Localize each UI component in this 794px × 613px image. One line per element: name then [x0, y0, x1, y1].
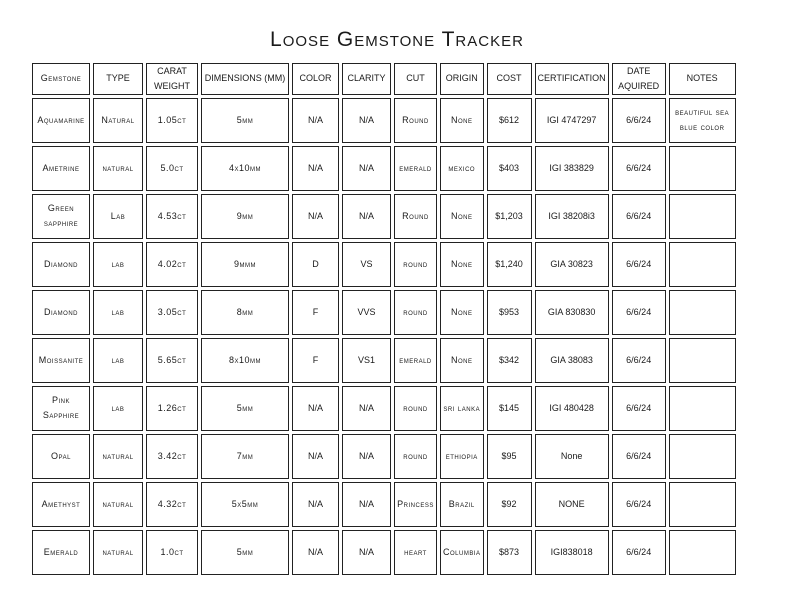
cell-clarity: N/A: [342, 434, 391, 479]
cell-dimensions: 5mm: [201, 98, 289, 143]
cell-cut: heart: [394, 530, 437, 575]
cell-origin: None: [440, 338, 484, 383]
cell-date-acquired: 6/6/24: [612, 338, 666, 383]
header-cost: COST: [487, 63, 532, 95]
cell-origin: Columbia: [440, 530, 484, 575]
cell-cut: round: [394, 386, 437, 431]
cell-type: lab: [93, 242, 143, 287]
cell-date-acquired: 6/6/24: [612, 242, 666, 287]
cell-cut: round: [394, 242, 437, 287]
cell-clarity: VS: [342, 242, 391, 287]
cell-color: D: [292, 242, 339, 287]
cell-gemstone: Ametrine: [32, 146, 90, 191]
header-cut: CUT: [394, 63, 437, 95]
cell-origin: mexico: [440, 146, 484, 191]
cell-clarity: N/A: [342, 530, 391, 575]
cell-notes: [669, 386, 736, 431]
cell-dimensions: 8x10mm: [201, 338, 289, 383]
cell-certification: IGI 383829: [535, 146, 609, 191]
cell-color: N/A: [292, 98, 339, 143]
cell-origin: sri lanka: [440, 386, 484, 431]
cell-color: N/A: [292, 530, 339, 575]
cell-color: N/A: [292, 482, 339, 527]
cell-type: natural: [93, 482, 143, 527]
cell-type: natural: [93, 146, 143, 191]
table-row: [32, 146, 736, 191]
cell-date-acquired: 6/6/24: [612, 434, 666, 479]
cell-cost: $953: [487, 290, 532, 335]
cell-certification: IGI838018: [535, 530, 609, 575]
cell-color: F: [292, 290, 339, 335]
cell-gemstone: Diamond: [32, 242, 90, 287]
cell-date-acquired: 6/6/24: [612, 482, 666, 527]
cell-notes: [669, 146, 736, 191]
table-row: [32, 482, 736, 527]
cell-dimensions: 7mm: [201, 434, 289, 479]
header-type: TYPE: [93, 63, 143, 95]
table-row: [32, 194, 736, 239]
table-row: [32, 242, 736, 287]
cell-dimensions: 5mm: [201, 530, 289, 575]
header-carat-weight: CARAT WEIGHT: [146, 63, 198, 95]
cell-cost: $145: [487, 386, 532, 431]
header-color: COLOR: [292, 63, 339, 95]
cell-carat-weight: 5.65ct: [146, 338, 198, 383]
header-dimensions: DIMENSIONS (MM): [201, 63, 289, 95]
cell-certification: IGI 38208i3: [535, 194, 609, 239]
cell-gemstone: Aquamarine: [32, 98, 90, 143]
cell-color: N/A: [292, 146, 339, 191]
cell-cost: $403: [487, 146, 532, 191]
cell-cost: $612: [487, 98, 532, 143]
cell-carat-weight: 1.26ct: [146, 386, 198, 431]
cell-origin: None: [440, 194, 484, 239]
cell-cost: $1,240: [487, 242, 532, 287]
page-title: Loose Gemstone Tracker: [270, 28, 524, 51]
cell-carat-weight: 3.05ct: [146, 290, 198, 335]
cell-certification: IGI 4747297: [535, 98, 609, 143]
cell-cost: $92: [487, 482, 532, 527]
cell-notes: [669, 530, 736, 575]
cell-gemstone: Emerald: [32, 530, 90, 575]
cell-origin: None: [440, 242, 484, 287]
cell-origin: None: [440, 290, 484, 335]
cell-clarity: N/A: [342, 194, 391, 239]
header-clarity: CLARITY: [342, 63, 391, 95]
cell-gemstone: Amethyst: [32, 482, 90, 527]
cell-cut: emerald: [394, 146, 437, 191]
cell-carat-weight: 1.05ct: [146, 98, 198, 143]
cell-clarity: N/A: [342, 98, 391, 143]
cell-type: Natural: [93, 98, 143, 143]
cell-date-acquired: 6/6/24: [612, 530, 666, 575]
header-date-acquired: DATE AQUIRED: [612, 63, 666, 95]
cell-certification: GIA 30823: [535, 242, 609, 287]
header-gemstone: Gemstone: [32, 63, 90, 95]
cell-date-acquired: 6/6/24: [612, 194, 666, 239]
cell-type: natural: [93, 434, 143, 479]
table-row: [32, 530, 736, 575]
cell-dimensions: 5mm: [201, 386, 289, 431]
cell-notes: [669, 242, 736, 287]
cell-dimensions: 8mm: [201, 290, 289, 335]
cell-notes: [669, 194, 736, 239]
cell-certification: GIA 830830: [535, 290, 609, 335]
table-row: [32, 98, 736, 143]
cell-gemstone: Opal: [32, 434, 90, 479]
cell-dimensions: 9mmm: [201, 242, 289, 287]
cell-clarity: VS1: [342, 338, 391, 383]
cell-cost: $1,203: [487, 194, 532, 239]
cell-notes: [669, 434, 736, 479]
cell-date-acquired: 6/6/24: [612, 290, 666, 335]
cell-cut: Round: [394, 98, 437, 143]
cell-certification: IGI 480428: [535, 386, 609, 431]
cell-carat-weight: 1.0ct: [146, 530, 198, 575]
cell-certification: GIA 38083: [535, 338, 609, 383]
cell-gemstone: Moissanite: [32, 338, 90, 383]
cell-type: lab: [93, 338, 143, 383]
cell-clarity: N/A: [342, 386, 391, 431]
cell-type: lab: [93, 290, 143, 335]
cell-type: natural: [93, 530, 143, 575]
cell-notes: [669, 482, 736, 527]
cell-color: N/A: [292, 386, 339, 431]
table-row: [32, 386, 736, 431]
cell-notes: [669, 290, 736, 335]
header-origin: ORIGIN: [440, 63, 484, 95]
cell-date-acquired: 6/6/24: [612, 98, 666, 143]
table-row: [32, 434, 736, 479]
cell-gemstone: Diamond: [32, 290, 90, 335]
cell-origin: Brazil: [440, 482, 484, 527]
cell-cut: Princess: [394, 482, 437, 527]
cell-origin: None: [440, 98, 484, 143]
cell-dimensions: 5x5mm: [201, 482, 289, 527]
cell-color: F: [292, 338, 339, 383]
cell-gemstone: Green sapphire: [32, 194, 90, 239]
table-row: [32, 290, 736, 335]
cell-notes: [669, 338, 736, 383]
cell-color: N/A: [292, 194, 339, 239]
cell-cut: Round: [394, 194, 437, 239]
cell-carat-weight: 4.53ct: [146, 194, 198, 239]
cell-cost: $342: [487, 338, 532, 383]
cell-carat-weight: 3.42ct: [146, 434, 198, 479]
cell-certification: None: [535, 434, 609, 479]
cell-date-acquired: 6/6/24: [612, 146, 666, 191]
cell-notes: beautiful sea blue color: [669, 98, 736, 143]
cell-cut: round: [394, 434, 437, 479]
cell-clarity: N/A: [342, 146, 391, 191]
header-row: [32, 63, 736, 95]
cell-carat-weight: 4.02ct: [146, 242, 198, 287]
cell-clarity: VVS: [342, 290, 391, 335]
cell-dimensions: 4x10mm: [201, 146, 289, 191]
cell-cut: round: [394, 290, 437, 335]
cell-certification: NONE: [535, 482, 609, 527]
header-certification: CERTIFICATION: [535, 63, 609, 95]
cell-carat-weight: 5.0ct: [146, 146, 198, 191]
table-row: [32, 338, 736, 383]
cell-carat-weight: 4.32ct: [146, 482, 198, 527]
cell-cost: $873: [487, 530, 532, 575]
cell-color: N/A: [292, 434, 339, 479]
cell-cut: emerald: [394, 338, 437, 383]
cell-origin: ethiopia: [440, 434, 484, 479]
header-notes: NOTES: [669, 63, 736, 95]
cell-gemstone: Pink Sapphire: [32, 386, 90, 431]
cell-clarity: N/A: [342, 482, 391, 527]
cell-date-acquired: 6/6/24: [612, 386, 666, 431]
cell-cost: $95: [487, 434, 532, 479]
cell-dimensions: 9mm: [201, 194, 289, 239]
gemstone-table: [29, 60, 739, 578]
cell-type: lab: [93, 386, 143, 431]
cell-type: Lab: [93, 194, 143, 239]
